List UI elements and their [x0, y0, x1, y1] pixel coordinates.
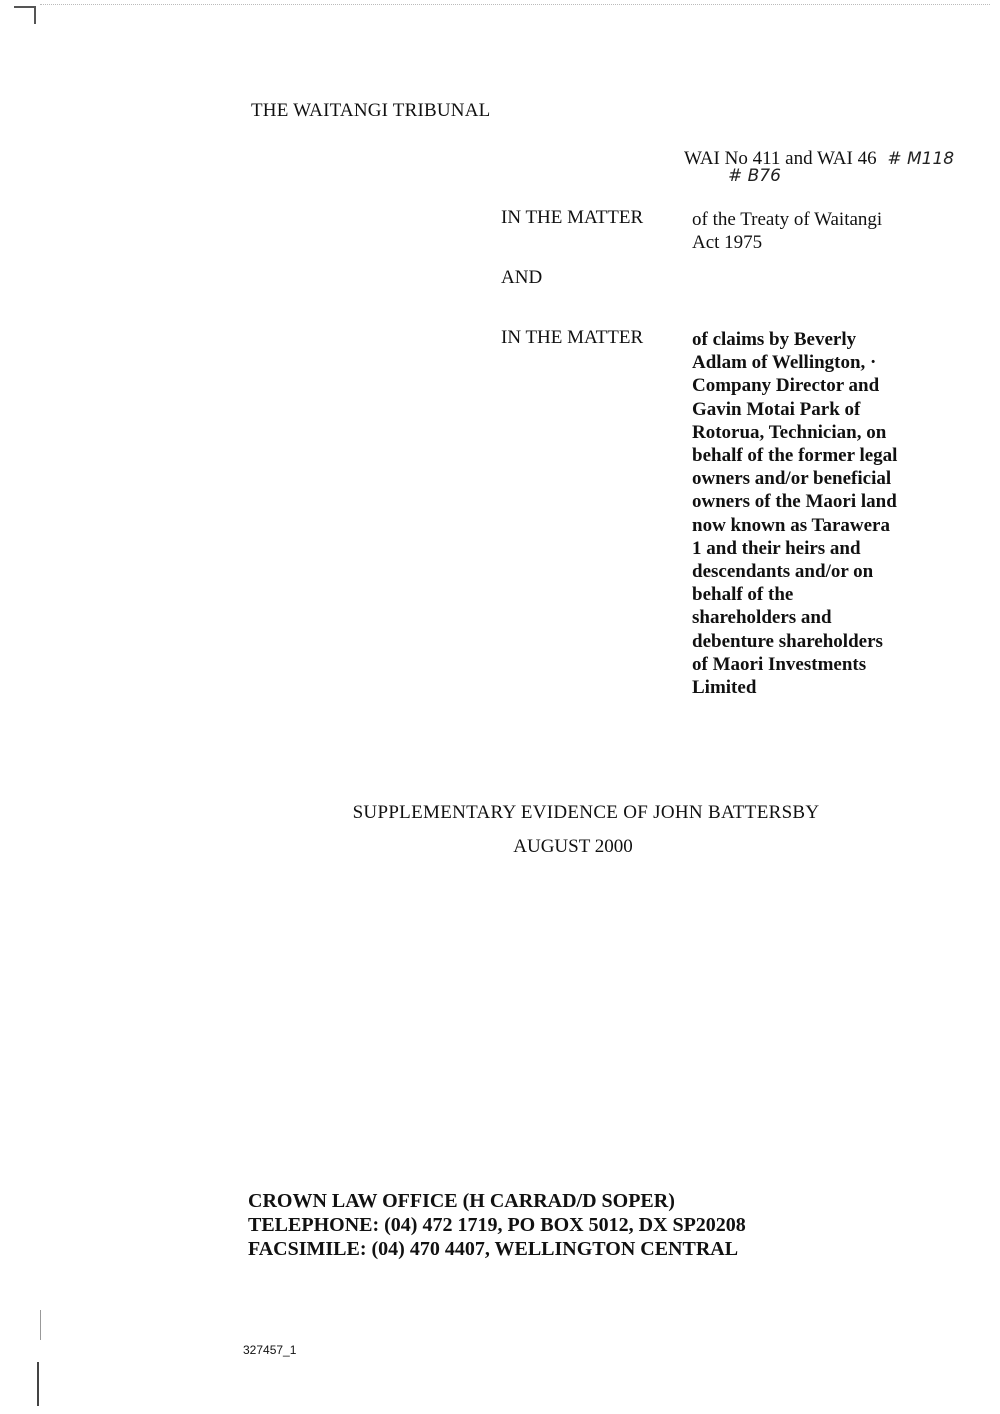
matter-2-line: behalf of the: [692, 584, 794, 606]
matter-1-line: of the Treaty of Waitangi: [692, 209, 883, 230]
scan-top-edge: [40, 4, 990, 5]
handwritten-note-1: # M118: [887, 149, 955, 169]
matter-1-line: Act 1975: [692, 232, 763, 254]
and-label: AND: [501, 267, 543, 288]
matter-2-line: descendants and/or on: [692, 561, 874, 583]
footer-facsimile-line: FACSIMILE: (04) 470 4407, WELLINGTON CENTRAL: [248, 1238, 739, 1260]
matter-2-line: shareholders and: [692, 607, 832, 629]
scan-corner-mark-vertical: [34, 6, 36, 24]
matter-2-line: Company Director and: [692, 375, 880, 397]
tribunal-title: THE WAITANGI TRIBUNAL: [251, 100, 491, 121]
document-date: AUGUST 2000: [513, 836, 633, 857]
scan-edge-mark-bottom: [37, 1362, 39, 1406]
document-title: SUPPLEMENTARY EVIDENCE OF JOHN BATTERSBY: [352, 802, 820, 823]
crown-law-contact-block: [248, 1189, 746, 1261]
wai-reference-text: WAI No 411 and WAI 46: [684, 148, 877, 169]
matter-description-1: [692, 208, 942, 254]
matter-2-line: Rotorua, Technician, on: [692, 421, 887, 443]
matter-2-line: of claims by Beverly: [692, 329, 857, 350]
matter-2-line: now known as Tarawera: [692, 514, 890, 536]
matter-2-line: owners and/or beneficial: [692, 468, 892, 490]
matter-2-line: of Maori Investments: [692, 653, 867, 675]
matter-label-1: IN THE MATTER: [501, 207, 644, 228]
matter-2-line: debenture shareholders: [692, 630, 883, 652]
document-id: 327457_1: [243, 1343, 297, 1357]
footer-office-line: CROWN LAW OFFICE (H CARRAD/D SOPER): [248, 1190, 675, 1212]
wai-reference: [684, 148, 954, 170]
matter-2-line: Adlam of Wellington, ·: [692, 352, 877, 374]
scan-edge-mark: [40, 1310, 41, 1340]
matter-2-line: owners of the Maori land: [692, 491, 897, 513]
handwritten-note-2: # B76: [728, 166, 781, 186]
matter-2-line: Limited: [692, 677, 757, 699]
footer-telephone-line: TELEPHONE: (04) 472 1719, PO BOX 5012, DX SP20208: [248, 1214, 746, 1236]
scan-corner-mark: [14, 6, 36, 8]
matter-2-line: 1 and their heirs and: [692, 537, 861, 559]
matter-label-2: IN THE MATTER: [501, 327, 644, 348]
matter-2-line: behalf of the former legal: [692, 445, 898, 467]
matter-2-line: Gavin Motai Park of: [692, 398, 861, 420]
matter-description-2: [692, 328, 937, 699]
